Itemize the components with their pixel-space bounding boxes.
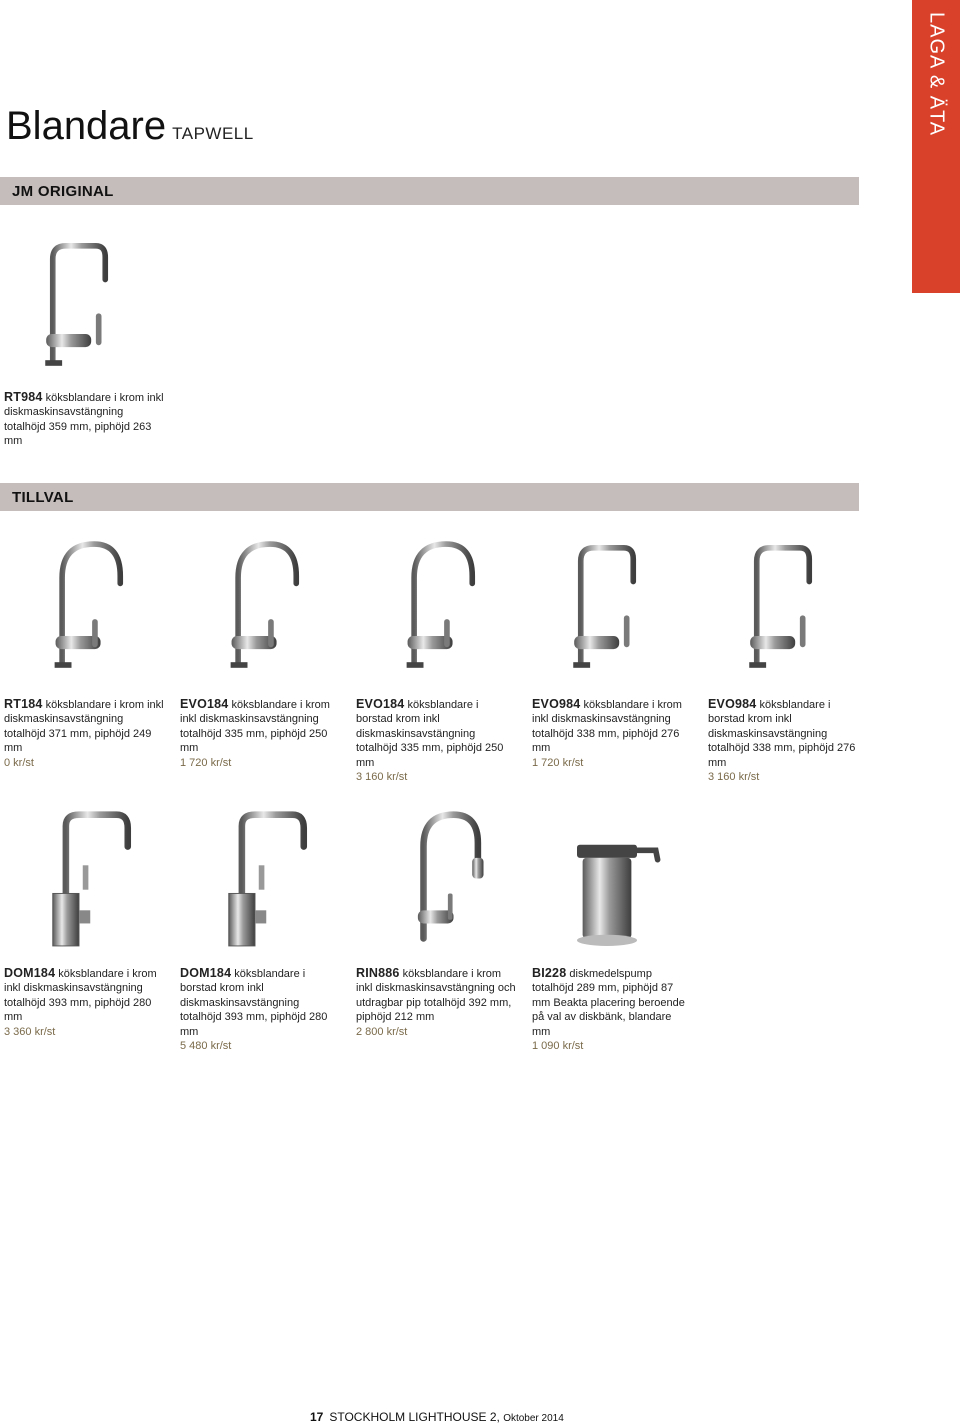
product-details: köksblandare i krom inkl diskmaskinsavstängning totalhöjd 393 mm, piphöjd 280 mm [4,968,157,1024]
product-price: 3 160 kr/st [356,771,408,784]
product-price: 5 480 kr/st [180,1040,232,1053]
product-details: köksblandare i krom inkl diskmaskinsavstängning totalhöjd 335 mm, piphöjd 250 mm [180,699,330,755]
faucet-icon [4,800,154,955]
product-price: 2 800 kr/st [356,1025,408,1038]
section-title-options: TILLVAL [12,489,74,506]
soap-pump-icon [532,800,682,955]
product-description [356,697,516,784]
footer [310,1410,564,1424]
publication-date: Oktober 2014 [503,1413,564,1424]
product-description [708,697,868,784]
faucet-icon [356,530,506,680]
product-description [180,966,340,1053]
faucet-icon [180,530,330,680]
product-details: köksblandare i krom inkl diskmaskinsavstängning totalhöjd 359 mm, piphöjd 263 mm [4,392,164,448]
product-details: köksblandare i borstad krom inkl diskmaskinsavstängning totalhöjd 393 mm, piphöjd 280 mm [180,968,328,1038]
product-details: köksblandare i krom inkl diskmaskinsavstängning totalhöjd 371 mm, piphöjd 249 mm [4,699,164,755]
section-bar-original [0,177,859,205]
product-code: EVO984 [708,697,757,711]
section-bar-options [0,483,859,511]
faucet-icon [532,530,682,680]
faucet-icon [180,800,330,955]
product-description [4,697,164,770]
product-code: EVO184 [180,697,229,711]
product-description [4,390,164,449]
product-code: RIN886 [356,966,400,980]
side-tab [912,0,960,293]
product-description [356,966,516,1039]
product-code: DOM184 [4,966,56,980]
product-code: EVO184 [356,697,405,711]
product-details: köksblandare i krom inkl diskmaskinsavstängning och utdragbar pip totalhöjd 392 mm, piphöjd 212 mm [356,968,516,1024]
product-code: RT184 [4,697,43,711]
product-price: 1 720 kr/st [180,756,232,769]
page-title [6,102,254,158]
faucet-icon [4,530,154,680]
product-price: 1 090 kr/st [532,1040,584,1053]
page-title-main: Blandare [6,104,167,148]
page-subtitle: TAPWELL [172,124,254,143]
product-price: 3 360 kr/st [4,1025,56,1038]
product-price: 0 kr/st [4,756,34,769]
product-description [4,966,164,1039]
page-number: 17 [310,1410,324,1424]
side-tab-label: LAGA & ÄTA [925,12,948,137]
product-description [532,697,692,770]
product-code: BI228 [532,966,567,980]
product-price: 1 720 kr/st [532,756,584,769]
product-code: EVO984 [532,697,581,711]
product-code: DOM184 [180,966,232,980]
product-description [180,697,340,770]
product-details: köksblandare i borstad krom inkl diskmaskinsavstängning totalhöjd 338 mm, piphöjd 276 mm [708,699,856,769]
product-code: RT984 [4,390,43,404]
faucet-icon [708,530,858,680]
product-price: 3 160 kr/st [708,771,760,784]
product-details: köksblandare i borstad krom inkl diskmaskinsavstängning totalhöjd 335 mm, piphöjd 250 mm [356,699,504,769]
section-title-original: JM ORIGINAL [12,183,114,200]
faucet-icon [4,228,154,378]
product-description [532,966,692,1053]
product-details: diskmedelspump totalhöjd 289 mm, piphöjd 87 mm Beakta placering beroende på val av diskbänk, blandare mm [532,968,685,1038]
publication-name: STOCKHOLM LIGHTHOUSE 2, [329,1410,500,1424]
faucet-icon [356,800,506,955]
product-details: köksblandare i krom inkl diskmaskinsavstängning totalhöjd 338 mm, piphöjd 276 mm [532,699,682,755]
